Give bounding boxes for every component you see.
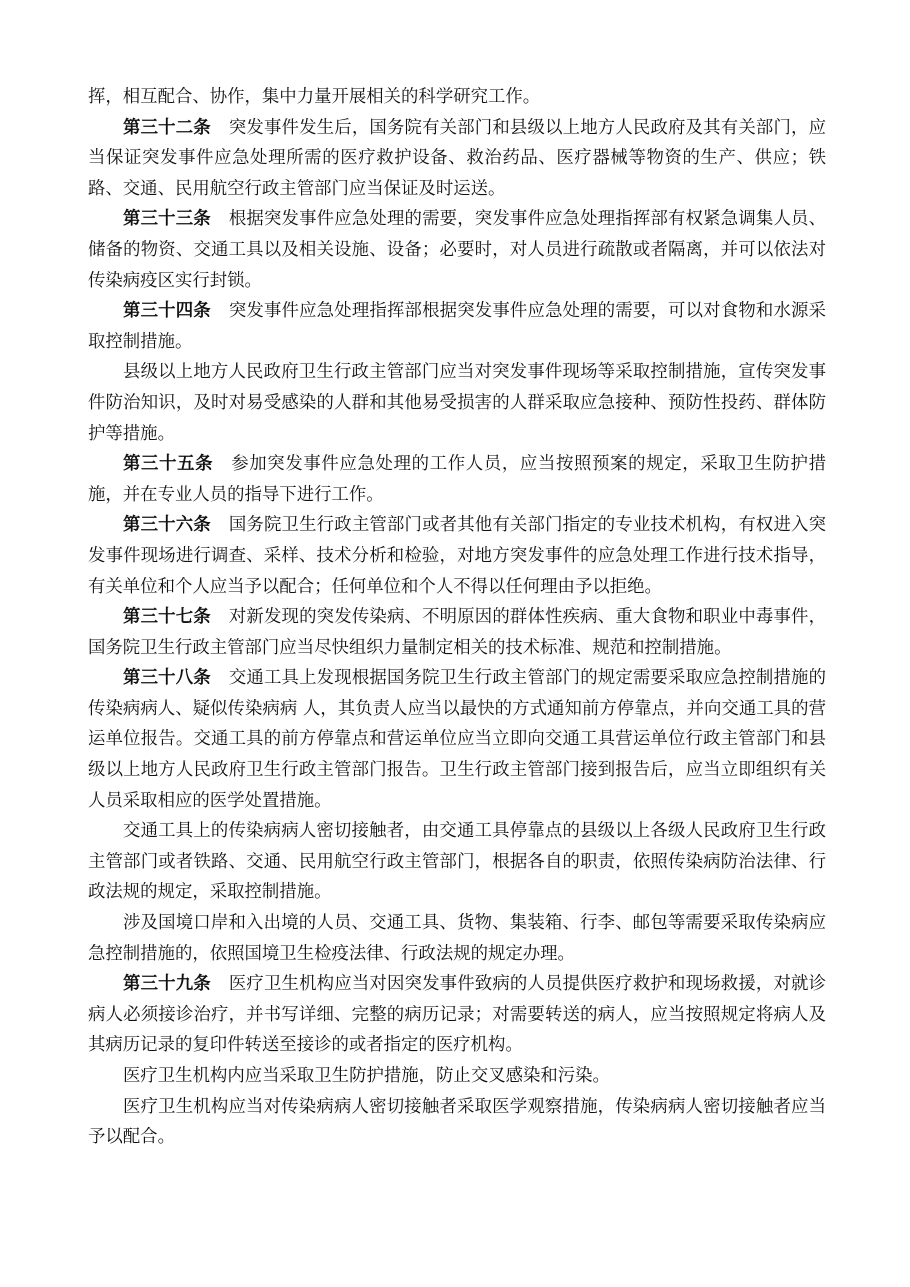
paragraph-text: 根据突发事件应急处理的需要，突发事件应急处理指挥部有权紧急调集人员、储备的物资、交通工具以及相关设施、设备；必要时，对人员进行疏散或者隔离，并可以依法对传染病疫区实行封锁。 [88,209,826,291]
paragraph-text: 突发事件发生后，国务院有关部门和县级以上地方人民政府及其有关部门，应当保证突发事件应急处理所需的医疗救护设备、救治药品、医疗器械等物资的生产、供应；铁路、交通、民用航空行政主管部门应当保证及时运送。 [88,117,826,199]
paragraph [88,1092,826,1153]
paragraph-text: 医疗卫生机构内应当采取卫生防护措施，防止交叉感染和污染。 [123,1066,610,1086]
document-body [88,82,826,1153]
paragraph [88,602,826,663]
paragraph [88,82,826,113]
paragraph [88,449,826,510]
paragraph-text: 医疗卫生机构应当对因突发事件致病的人员提供医疗救护和现场救援，对就诊病人必须接诊治疗，并书写详细、完整的病历记录；对需要转送的病人，应当按照规定将病人及其病历记录的复印件转送至接诊的或者指定的医疗机构。 [88,974,826,1056]
paragraph-text: 县级以上地方人民政府卫生行政主管部门应当对突发事件现场等采取控制措施，宣传突发事件防治知识，及时对易受感染的人群和其他易受损害的人群采取应急接种、预防性投药、群体防护等措施。 [88,362,826,444]
paragraph [88,908,826,969]
paragraph-text: 交通工具上的传染病病人密切接触者，由交通工具停靠点的县级以上各级人民政府卫生行政主管部门或者铁路、交通、民用航空行政主管部门，根据各自的职责，依照传染病防治法律、行政法规的规定，采取控制措施。 [88,821,826,903]
article-number: 第三十五条 [123,454,214,475]
paragraph-text: 交通工具上发现根据国务院卫生行政主管部门的规定需要采取应急控制措施的传染病病人、疑似传染病病 人，其负责人应当以最快的方式通知前方停靠点，并向交通工具的营运单位报告。交通工具的前方停靠点和营运单位应当立即向交通工具营运单位行政主管部门和县 级以上地方人民政府卫生行政主管部门报告。卫生行政主管部门接到报告后，应当立即组织有关人员采取相应的医学处置措施。 [88,668,826,811]
paragraph-text: 参加突发事件应急处理的工作人员，应当按照预案的规定，采取卫生防护措施，并在专业人员的指导下进行工作。 [88,454,826,505]
paragraph [88,663,826,816]
paragraph [88,510,826,602]
paragraph-text: 对新发现的突发传染病、不明原因的群体性疾病、重大食物和职业中毒事件，国务院卫生行政主管部门应当尽快组织力量制定相关的技术标准、规范和控制措施。 [88,607,826,658]
paragraph [88,1061,826,1092]
paragraph [88,204,826,296]
article-number: 第三十九条 [123,974,211,995]
paragraph-text: 挥，相互配合、协作，集中力量开展相关的科学研究工作。 [88,87,541,107]
paragraph [88,357,826,449]
paragraph-text: 涉及国境口岸和入出境的人员、交通工具、货物、集装箱、行李、邮包等需要采取传染病应急控制措施的，依照国境卫生检疫法律、行政法规的规定办理。 [88,913,826,964]
paragraph [88,816,826,908]
paragraph-text: 突发事件应急处理指挥部根据突发事件应急处理的需要，可以对食物和水源采取控制措施。 [88,301,826,352]
paragraph-text: 医疗卫生机构应当对传染病病人密切接触者采取医学观察措施，传染病病人密切接触者应当予以配合。 [88,1096,826,1148]
paragraph-text: 国务院卫生行政主管部门或者其他有关部门指定的专业技术机构，有权进入突发事件现场进行调查、采样、技术分析和检验，对地方突发事件的应急处理工作进行技术指导，有关单位和个人应当予以配合；任何单位和个人不得以任何理由予以拒绝。 [88,515,826,597]
article-number: 第三十三条 [123,209,211,230]
paragraph [88,296,826,357]
article-number: 第三十二条 [123,117,211,138]
article-number: 第三十六条 [123,515,211,536]
paragraph [88,969,826,1061]
article-number: 第三十四条 [123,301,211,322]
article-number: 第三十七条 [123,607,211,628]
paragraph [88,113,826,205]
article-number: 第三十八条 [123,668,211,689]
